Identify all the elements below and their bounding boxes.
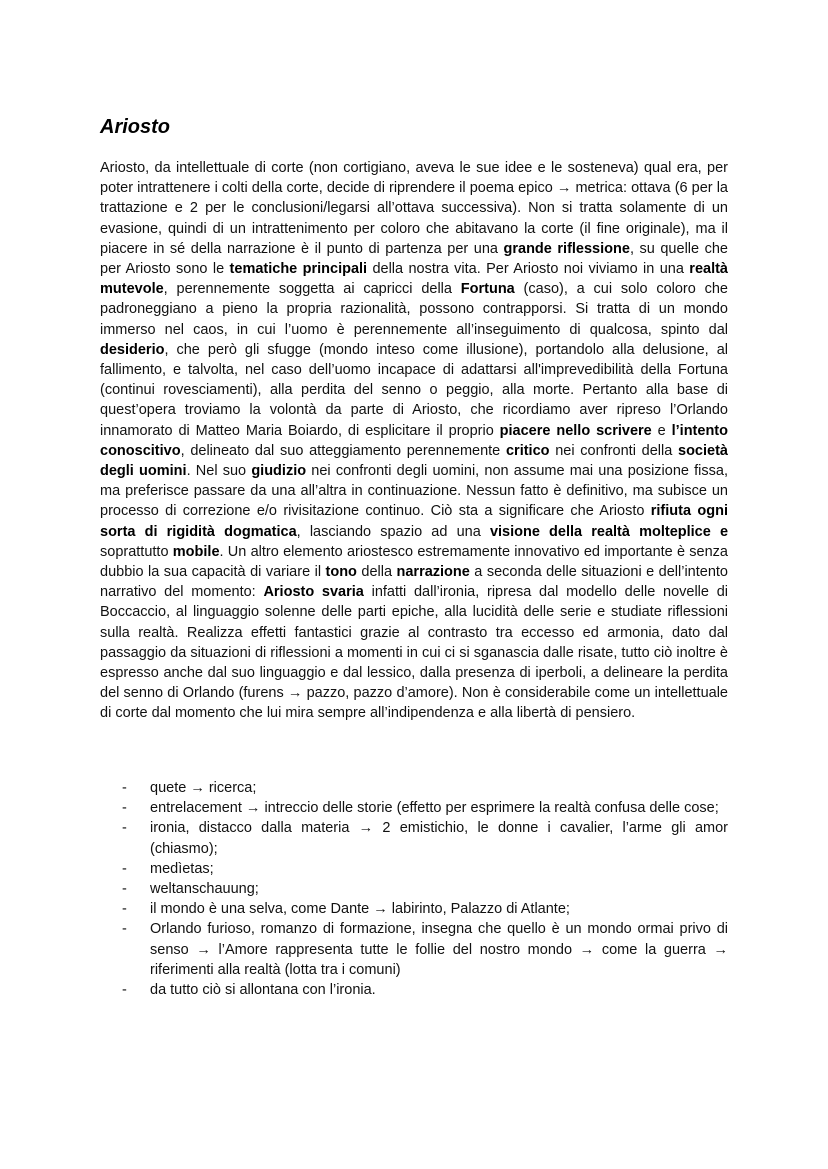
list-item-text: medìetas; (150, 860, 214, 877)
page-title: Ariosto (100, 116, 170, 138)
text-run: , lasciando spazio ad una (296, 523, 490, 540)
list-item (100, 859, 728, 879)
bullet-dash: - (122, 982, 127, 999)
list-item-text: quete → ricerca; (150, 780, 257, 796)
text-run: , delineato dal suo atteggiamento perennemente (180, 442, 506, 459)
text-run: . Nel suo (186, 463, 252, 480)
bullet-dash: - (122, 800, 127, 817)
bullet-dash: - (122, 881, 127, 898)
list-item (100, 919, 728, 980)
text-run: , che però gli sfugge (mondo inteso come illusione), portandolo alla delusione, al fallimento, e talvolta, nel caso dell’uomo incapace di adattarsi all'imprevedibilità della Fortuna (continui rovesciamenti), alla perdita del senno o peggio, alla morte. Pertanto alla base di quest’opera troviamo la volontà da parte di Ariosto, che ricordiamo aver ripreso l’Orlando innamorato di Matteo Maria Boiardo, di esplicitare il proprio (100, 341, 728, 439)
text-run: (caso), a cui solo coloro che padroneggiano a pieno la propria razionalità, possono contrapporsi. Si tratta di un mondo immerso nel caos, in cui l’uomo è perennemente all’inseguimento di qualcosa, spinto dal (100, 281, 728, 338)
bold-phrase: società degli uomini (100, 442, 728, 480)
bold-phrase: visione della realtà molteplice e (489, 523, 729, 540)
list-item (100, 778, 728, 798)
list-item-text: il mondo è una selva, come Dante → labirinto, Palazzo di Atlante; (150, 901, 570, 918)
bullet-dash: - (122, 820, 127, 837)
text-run: nei confronti della (549, 442, 679, 459)
text-run: nei confronti degli uomini, non assume mai una posizione fissa, ma preferisce passare da una all’altra in continuazione. Nessun fatto è definitivo, ma subisce un processo di correzione e/o rivisitazione continuo. Ciò sta a significare che Ariosto (100, 463, 728, 520)
bold-phrase: mobile (172, 543, 220, 560)
text-run: , perennemente soggetta ai capricci della (163, 281, 461, 298)
bold-phrase: critico (505, 442, 550, 459)
list-item-text: da tutto ciò si allontana con l’ironia. (150, 982, 376, 999)
list-item (100, 879, 728, 899)
list-item (100, 899, 728, 919)
text-run: a seconda delle situazioni e dell’intento narrativo del momento: (100, 564, 728, 601)
bullet-dash: - (122, 901, 127, 918)
list-item-text: entrelacement → intreccio delle storie (effetto per esprimere la realtà confusa delle cose; (150, 800, 719, 817)
bullet-dash: - (122, 780, 127, 796)
list-item-text: ironia, distacco dalla materia → 2 emistichio, le donne i cavalier, l’arme gli amor (chiasmo); (150, 820, 728, 857)
text-run: , su quelle che per Ariosto sono le (100, 240, 728, 278)
body-paragraph (100, 158, 728, 724)
bold-phrase: l’intento conoscitivo (100, 422, 728, 459)
bold-phrase: Fortuna (460, 281, 515, 298)
list-item (100, 798, 728, 818)
bold-phrase: Ariosto svaria (263, 584, 364, 601)
bold-phrase: tono (325, 564, 357, 581)
text-run: e (651, 422, 672, 439)
text-run: della (356, 564, 397, 581)
bullet-dash: - (122, 921, 127, 938)
bold-phrase: grande riflessione (503, 240, 630, 257)
bold-phrase: realtà mutevole (100, 261, 728, 298)
text-run: della nostra vita. Per Ariosto noi viviamo in una (367, 261, 690, 278)
bold-phrase: rifiuta ogni sorta di rigidità dogmatica (100, 503, 728, 540)
text-run: soprattutto (100, 543, 173, 560)
text-run: Ariosto, da intellettuale di corte (non cortigiano, aveva le sue idee e le sosteneva) qual era, per poter intrattenere i colti della corte, decide di riprendere il poema epico → metrica: ottava (6 per la trattazione e 2 per le conclusioni/legarsi all’ottava successiva). Non si tratta solamente di un evasione, quindi di un intrattenimento per coloro che abitavano la corte (il fine originale), ma il piacere in sé della narrazione è il punto di partenza per una (100, 160, 728, 257)
bullet-list (100, 778, 728, 1000)
list-item (100, 980, 728, 1000)
bullet-dash: - (122, 860, 127, 877)
list-item (100, 818, 728, 858)
text-run: . Un altro elemento ariostesco estremamente innovativo ed importante è senza dubbio la sua capacità di variare il (100, 543, 728, 581)
bold-phrase: giudizio (251, 463, 307, 480)
list-item-text: weltanschauung; (150, 881, 259, 898)
text-run: infatti dall’ironia, ripresa dal modello delle novelle di Boccaccio, al linguaggio solenne delle parti epiche, alla lucidità delle serie e studiate riflessioni sulla realtà. Realizza effetti fantastici grazie al contrasto tra eccesso ed armonia, dato dal passaggio da situazioni di riflessioni a momenti in cui ci si sganascia dalle risate, tutto ciò inoltre è espresso anche dal suo linguaggio e dal lessico, dalla presenza di iperboli, a delineare la perdita del senno di Orlando (furens → pazzo, pazzo d’amore). Non è considerabile come un intellettuale di corte dal momento che lui mira sempre all’indipendenza e alla libertà di pensiero. (100, 584, 728, 722)
list-item-text: Orlando furioso, romanzo di formazione, insegna che quello è un mondo ormai privo di senso → l’Amore rappresenta tutte le follie del nostro mondo → come la guerra → riferimenti alla realtà (lotta tra i comuni) (150, 921, 728, 978)
bold-phrase: narrazione (396, 564, 470, 581)
bold-phrase: piacere nello scrivere (499, 422, 652, 439)
bold-phrase: tematiche principali (229, 261, 368, 278)
bold-phrase: desiderio (100, 341, 165, 358)
